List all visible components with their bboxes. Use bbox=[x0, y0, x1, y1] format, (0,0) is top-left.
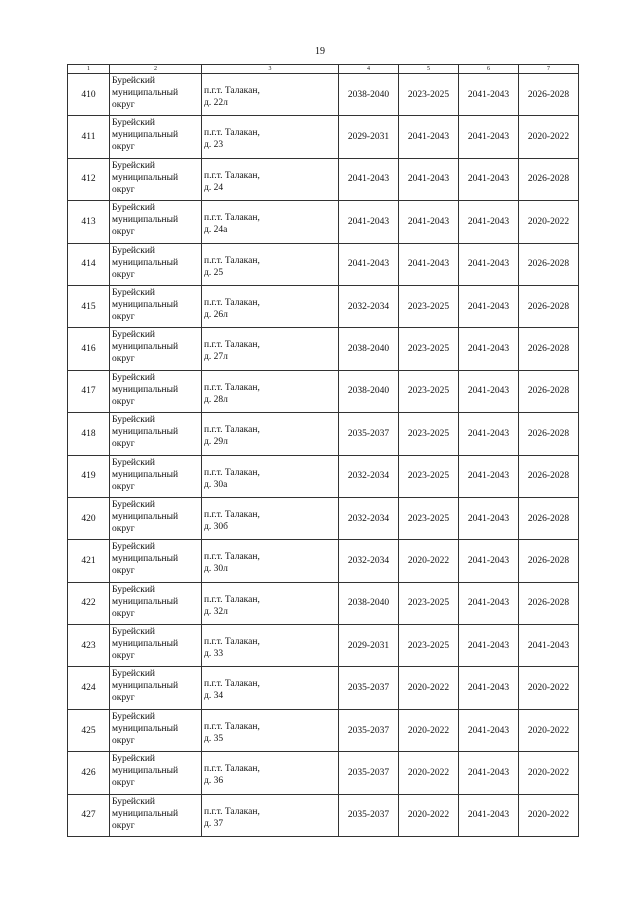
table-row bbox=[68, 794, 579, 836]
address-line: д. 30б bbox=[204, 521, 228, 532]
column-number-row bbox=[68, 65, 579, 74]
address-line: п.г.т. Талакан, bbox=[204, 509, 260, 520]
period-c4: 2032-2034 bbox=[339, 455, 399, 497]
municipality-line: округ bbox=[112, 651, 135, 662]
municipality-line: Бурейский bbox=[112, 76, 156, 86]
period-c4: 2041-2043 bbox=[339, 243, 399, 285]
municipality-cell bbox=[110, 201, 202, 243]
table-row bbox=[68, 625, 579, 667]
municipality-line: Бурейский bbox=[112, 584, 156, 595]
period-c5: 2020-2022 bbox=[399, 752, 459, 794]
table-row bbox=[68, 667, 579, 709]
period-c5: 2023-2025 bbox=[399, 370, 459, 412]
period-c7: 2026-2028 bbox=[519, 540, 579, 582]
table-row bbox=[68, 709, 579, 751]
municipality-cell bbox=[110, 794, 202, 836]
period-c6: 2041-2043 bbox=[459, 370, 519, 412]
address-line: д. 29л bbox=[204, 437, 228, 448]
period-c6: 2041-2043 bbox=[459, 74, 519, 116]
row-number: 421 bbox=[68, 540, 110, 582]
row-number: 413 bbox=[68, 201, 110, 243]
address-cell bbox=[202, 243, 339, 285]
municipality-cell bbox=[110, 243, 202, 285]
address-line: п.г.т. Талакан, bbox=[204, 679, 260, 690]
column-header: 1 bbox=[68, 65, 110, 74]
period-c4: 2032-2034 bbox=[339, 540, 399, 582]
municipality-line: Бурейский bbox=[112, 118, 156, 129]
row-number: 410 bbox=[68, 74, 110, 116]
period-c7: 2026-2028 bbox=[519, 74, 579, 116]
address-cell bbox=[202, 497, 339, 539]
municipality-cell bbox=[110, 752, 202, 794]
row-number: 427 bbox=[68, 794, 110, 836]
period-c4: 2038-2040 bbox=[339, 74, 399, 116]
table-row bbox=[68, 752, 579, 794]
table-row bbox=[68, 74, 579, 116]
municipality-cell bbox=[110, 413, 202, 455]
period-c6: 2041-2043 bbox=[459, 243, 519, 285]
municipality-cell bbox=[110, 709, 202, 751]
column-header: 7 bbox=[519, 65, 579, 74]
municipality-cell bbox=[110, 667, 202, 709]
municipality-line: муниципальный bbox=[112, 723, 179, 734]
address-line: д. 35 bbox=[204, 733, 224, 744]
table-row bbox=[68, 116, 579, 158]
period-c6: 2041-2043 bbox=[459, 158, 519, 200]
address-cell bbox=[202, 328, 339, 370]
municipality-line: округ bbox=[112, 184, 135, 195]
address-line: д. 34 bbox=[204, 691, 224, 702]
row-number: 417 bbox=[68, 370, 110, 412]
address-line: п.г.т. Талакан, bbox=[204, 806, 260, 817]
address-line: п.г.т. Талакан, bbox=[204, 764, 260, 775]
address-line: д. 30л bbox=[204, 564, 228, 575]
period-c4: 2038-2040 bbox=[339, 328, 399, 370]
address-line: д. 28л bbox=[204, 394, 228, 405]
period-c6: 2041-2043 bbox=[459, 497, 519, 539]
table-row bbox=[68, 497, 579, 539]
address-line: д. 33 bbox=[204, 649, 224, 660]
municipality-line: округ bbox=[112, 269, 135, 280]
row-number: 423 bbox=[68, 625, 110, 667]
address-cell bbox=[202, 413, 339, 455]
period-c7: 2020-2022 bbox=[519, 794, 579, 836]
period-c4: 2029-2031 bbox=[339, 116, 399, 158]
address-line: д. 24а bbox=[204, 225, 228, 236]
period-c7: 2026-2028 bbox=[519, 285, 579, 327]
row-number: 412 bbox=[68, 158, 110, 200]
municipality-line: Бурейский bbox=[112, 203, 156, 214]
municipality-line: муниципальный bbox=[112, 342, 179, 353]
page-number: 19 bbox=[315, 46, 325, 57]
period-c6: 2041-2043 bbox=[459, 413, 519, 455]
municipality-line: Бурейский bbox=[112, 796, 156, 807]
period-c6: 2041-2043 bbox=[459, 625, 519, 667]
municipality-cell bbox=[110, 74, 202, 116]
period-c7: 2041-2043 bbox=[519, 625, 579, 667]
table-row bbox=[68, 540, 579, 582]
municipality-line: муниципальный bbox=[112, 427, 179, 438]
period-c5: 2041-2043 bbox=[399, 158, 459, 200]
municipality-line: округ bbox=[112, 100, 135, 110]
municipality-cell bbox=[110, 625, 202, 667]
period-c6: 2041-2043 bbox=[459, 540, 519, 582]
municipality-line: муниципальный bbox=[112, 511, 179, 522]
period-c7: 2020-2022 bbox=[519, 201, 579, 243]
period-c6: 2041-2043 bbox=[459, 116, 519, 158]
row-number: 420 bbox=[68, 497, 110, 539]
period-c7: 2026-2028 bbox=[519, 243, 579, 285]
municipality-line: Бурейский bbox=[112, 160, 156, 171]
table-row bbox=[68, 328, 579, 370]
period-c4: 2032-2034 bbox=[339, 285, 399, 327]
municipality-line: муниципальный bbox=[112, 299, 179, 310]
period-c6: 2041-2043 bbox=[459, 285, 519, 327]
period-c5: 2020-2022 bbox=[399, 667, 459, 709]
address-line: п.г.т. Талакан, bbox=[204, 297, 260, 308]
municipality-line: муниципальный bbox=[112, 130, 179, 141]
period-c7: 2026-2028 bbox=[519, 413, 579, 455]
municipality-line: Бурейский bbox=[112, 627, 156, 638]
period-c4: 2041-2043 bbox=[339, 158, 399, 200]
address-cell bbox=[202, 794, 339, 836]
address-line: д. 37 bbox=[204, 818, 224, 829]
period-c4: 2041-2043 bbox=[339, 201, 399, 243]
address-cell bbox=[202, 74, 339, 116]
address-line: п.г.т. Талакан, bbox=[204, 255, 260, 266]
municipality-line: округ bbox=[112, 778, 135, 789]
municipality-line: округ bbox=[112, 227, 135, 238]
period-c4: 2038-2040 bbox=[339, 370, 399, 412]
period-c6: 2041-2043 bbox=[459, 667, 519, 709]
address-cell bbox=[202, 625, 339, 667]
municipality-line: муниципальный bbox=[112, 639, 179, 650]
period-c4: 2035-2037 bbox=[339, 752, 399, 794]
period-c4: 2038-2040 bbox=[339, 582, 399, 624]
address-line: п.г.т. Талакан, bbox=[204, 467, 260, 478]
address-cell bbox=[202, 540, 339, 582]
municipality-line: Бурейский bbox=[112, 754, 156, 765]
period-c7: 2026-2028 bbox=[519, 497, 579, 539]
row-number: 416 bbox=[68, 328, 110, 370]
municipality-line: округ bbox=[112, 523, 135, 534]
municipality-cell bbox=[110, 328, 202, 370]
period-c5: 2041-2043 bbox=[399, 201, 459, 243]
address-line: п.г.т. Талакан, bbox=[204, 213, 260, 224]
housing-schedule-table bbox=[67, 64, 579, 837]
municipality-line: муниципальный bbox=[112, 172, 179, 183]
municipality-cell bbox=[110, 540, 202, 582]
row-number: 422 bbox=[68, 582, 110, 624]
address-cell bbox=[202, 752, 339, 794]
address-line: д. 27л bbox=[204, 352, 228, 363]
municipality-line: округ bbox=[112, 396, 135, 407]
address-line: д. 36 bbox=[204, 776, 224, 787]
address-line: п.г.т. Талакан, bbox=[204, 637, 260, 648]
row-number: 426 bbox=[68, 752, 110, 794]
period-c6: 2041-2043 bbox=[459, 328, 519, 370]
row-number: 419 bbox=[68, 455, 110, 497]
period-c4: 2032-2034 bbox=[339, 497, 399, 539]
table-row bbox=[68, 582, 579, 624]
period-c5: 2041-2043 bbox=[399, 243, 459, 285]
municipality-line: муниципальный bbox=[112, 384, 179, 395]
table-row bbox=[68, 243, 579, 285]
municipality-line: Бурейский bbox=[112, 669, 156, 680]
address-cell bbox=[202, 116, 339, 158]
municipality-line: округ bbox=[112, 481, 135, 492]
table-row bbox=[68, 455, 579, 497]
municipality-cell bbox=[110, 116, 202, 158]
address-cell bbox=[202, 370, 339, 412]
period-c6: 2041-2043 bbox=[459, 794, 519, 836]
municipality-line: Бурейский bbox=[112, 330, 156, 341]
table-row bbox=[68, 285, 579, 327]
table-row bbox=[68, 413, 579, 455]
municipality-line: муниципальный bbox=[112, 766, 179, 777]
address-line: п.г.т. Талакан, bbox=[204, 552, 260, 563]
address-line: д. 30а bbox=[204, 479, 228, 490]
period-c7: 2026-2028 bbox=[519, 370, 579, 412]
municipality-line: муниципальный bbox=[112, 215, 179, 226]
municipality-line: округ bbox=[112, 735, 135, 746]
address-line: п.г.т. Талакан, bbox=[204, 382, 260, 393]
municipality-line: Бурейский bbox=[112, 372, 156, 383]
address-cell bbox=[202, 667, 339, 709]
address-line: п.г.т. Талакан, bbox=[204, 128, 260, 139]
period-c5: 2023-2025 bbox=[399, 497, 459, 539]
municipality-line: округ bbox=[112, 311, 135, 322]
period-c6: 2041-2043 bbox=[459, 709, 519, 751]
municipality-cell bbox=[110, 370, 202, 412]
address-cell bbox=[202, 455, 339, 497]
period-c7: 2020-2022 bbox=[519, 116, 579, 158]
period-c6: 2041-2043 bbox=[459, 752, 519, 794]
column-header: 6 bbox=[459, 65, 519, 74]
municipality-line: Бурейский bbox=[112, 457, 156, 468]
period-c5: 2041-2043 bbox=[399, 116, 459, 158]
period-c7: 2026-2028 bbox=[519, 582, 579, 624]
period-c5: 2023-2025 bbox=[399, 455, 459, 497]
municipality-line: Бурейский bbox=[112, 499, 156, 510]
period-c6: 2041-2043 bbox=[459, 582, 519, 624]
address-line: д. 22л bbox=[204, 98, 228, 108]
period-c7: 2020-2022 bbox=[519, 667, 579, 709]
address-line: п.г.т. Талакан, bbox=[204, 721, 260, 732]
municipality-line: муниципальный bbox=[112, 808, 179, 819]
municipality-cell bbox=[110, 455, 202, 497]
row-number: 418 bbox=[68, 413, 110, 455]
column-header: 3 bbox=[202, 65, 339, 74]
municipality-cell bbox=[110, 285, 202, 327]
municipality-line: округ bbox=[112, 566, 135, 577]
municipality-line: Бурейский bbox=[112, 415, 156, 426]
period-c5: 2023-2025 bbox=[399, 582, 459, 624]
municipality-line: муниципальный bbox=[112, 554, 179, 565]
municipality-line: округ bbox=[112, 820, 135, 831]
address-line: п.г.т. Талакан, bbox=[204, 340, 260, 351]
table-row bbox=[68, 201, 579, 243]
period-c5: 2023-2025 bbox=[399, 285, 459, 327]
municipality-line: Бурейский bbox=[112, 711, 156, 722]
address-line: п.г.т. Талакан, bbox=[204, 86, 260, 96]
municipality-line: округ bbox=[112, 439, 135, 450]
row-number: 424 bbox=[68, 667, 110, 709]
address-line: п.г.т. Талакан, bbox=[204, 594, 260, 605]
address-cell bbox=[202, 582, 339, 624]
address-line: д. 25 bbox=[204, 267, 224, 278]
period-c6: 2041-2043 bbox=[459, 201, 519, 243]
period-c4: 2029-2031 bbox=[339, 625, 399, 667]
municipality-cell bbox=[110, 582, 202, 624]
period-c5: 2020-2022 bbox=[399, 540, 459, 582]
municipality-line: муниципальный bbox=[112, 596, 179, 607]
period-c4: 2035-2037 bbox=[339, 709, 399, 751]
row-number: 414 bbox=[68, 243, 110, 285]
row-number: 415 bbox=[68, 285, 110, 327]
table-row bbox=[68, 158, 579, 200]
municipality-cell bbox=[110, 158, 202, 200]
address-line: п.г.т. Талакан, bbox=[204, 170, 260, 181]
column-header: 4 bbox=[339, 65, 399, 74]
municipality-line: муниципальный bbox=[112, 469, 179, 480]
municipality-line: муниципальный bbox=[112, 88, 179, 98]
period-c5: 2023-2025 bbox=[399, 328, 459, 370]
period-c4: 2035-2037 bbox=[339, 794, 399, 836]
municipality-line: муниципальный bbox=[112, 257, 179, 268]
municipality-line: округ bbox=[112, 142, 135, 153]
row-number: 411 bbox=[68, 116, 110, 158]
municipality-line: округ bbox=[112, 693, 135, 704]
period-c7: 2026-2028 bbox=[519, 328, 579, 370]
municipality-line: Бурейский bbox=[112, 245, 156, 256]
municipality-line: муниципальный bbox=[112, 681, 179, 692]
column-header: 5 bbox=[399, 65, 459, 74]
period-c7: 2020-2022 bbox=[519, 709, 579, 751]
period-c7: 2026-2028 bbox=[519, 158, 579, 200]
address-cell bbox=[202, 201, 339, 243]
address-cell bbox=[202, 158, 339, 200]
period-c6: 2041-2043 bbox=[459, 455, 519, 497]
municipality-line: округ bbox=[112, 608, 135, 619]
period-c4: 2035-2037 bbox=[339, 413, 399, 455]
column-header: 2 bbox=[110, 65, 202, 74]
period-c7: 2020-2022 bbox=[519, 752, 579, 794]
municipality-cell bbox=[110, 497, 202, 539]
period-c5: 2023-2025 bbox=[399, 74, 459, 116]
table-row bbox=[68, 370, 579, 412]
address-line: п.г.т. Талакан, bbox=[204, 425, 260, 436]
address-line: д. 26л bbox=[204, 309, 228, 320]
address-cell bbox=[202, 709, 339, 751]
municipality-line: Бурейский bbox=[112, 542, 156, 553]
period-c5: 2023-2025 bbox=[399, 413, 459, 455]
table-body bbox=[68, 74, 579, 837]
address-cell bbox=[202, 285, 339, 327]
municipality-line: округ bbox=[112, 354, 135, 365]
row-number: 425 bbox=[68, 709, 110, 751]
period-c7: 2026-2028 bbox=[519, 455, 579, 497]
address-line: д. 24 bbox=[204, 182, 224, 193]
address-line: д. 23 bbox=[204, 140, 224, 151]
municipality-line: Бурейский bbox=[112, 287, 156, 298]
period-c4: 2035-2037 bbox=[339, 667, 399, 709]
address-line: д. 32л bbox=[204, 606, 228, 617]
period-c5: 2020-2022 bbox=[399, 794, 459, 836]
period-c5: 2020-2022 bbox=[399, 709, 459, 751]
period-c5: 2023-2025 bbox=[399, 625, 459, 667]
